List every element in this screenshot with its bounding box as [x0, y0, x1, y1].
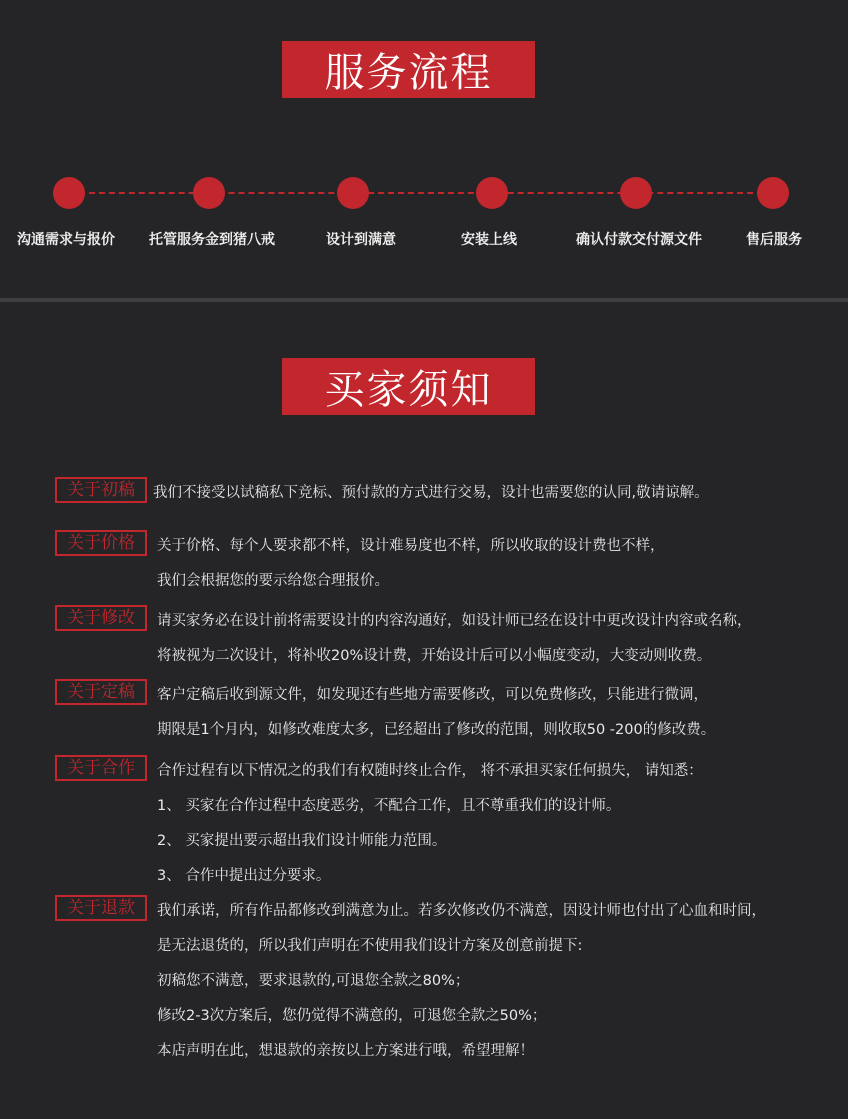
notice-line: 客户定稿后收到源文件，如发现还有些地方需要修改，可以免费修改，只能进行微调， — [157, 687, 708, 703]
tag-revision: 关于修改 — [55, 605, 147, 631]
notice-line: 修改2-3次方案后，您仍觉得不满意的，可退您全款之50%； — [157, 1008, 547, 1024]
notice-line: 期限是1个月内，如修改难度太多，已经超出了修改的范围，则收取50 -200的修改费。 — [157, 722, 716, 738]
notice-line: 合作过程有以下情况之的我们有权随时终止合作， 将不承担买家任何损失， 请知悉： — [157, 763, 703, 779]
notice-line: 我们会根据您的要示给您合理报价。 — [157, 573, 389, 589]
step-label-6: 售后服务 — [746, 232, 802, 248]
notice-line: 将被视为二次设计，将补收20%设计费，开始设计后可以小幅度变动，大变动则收费。 — [157, 648, 712, 664]
notice-line: 我们不接受以试稿私下竞标、预付款的方式进行交易，设计也需要您的认同,敬请谅解。 — [153, 485, 709, 501]
step-dot-6 — [757, 177, 789, 209]
step-label-1: 沟通需求与报价 — [17, 232, 115, 248]
process-title-banner — [282, 41, 535, 98]
step-label-4: 安装上线 — [461, 232, 517, 248]
notice-line: 初稿您不满意，要求退款的,可退您全款之80%； — [157, 973, 470, 989]
process-dashed-line — [69, 192, 773, 194]
step-label-5: 确认付款交付源文件 — [576, 232, 702, 248]
notice-line: 1、 买家在合作过程中态度恶劣，不配合工作，且不尊重我们的设计师。 — [157, 798, 621, 814]
notice-title-banner — [282, 358, 535, 415]
step-label-3: 设计到满意 — [326, 232, 396, 248]
tag-refund: 关于退款 — [55, 895, 147, 921]
notice-line: 3、 合作中提出过分要求。 — [157, 868, 331, 884]
notice-line: 关于价格、每个人要求都不样，设计难易度也不样，所以收取的设计费也不样， — [157, 538, 665, 554]
tag-draft: 关于初稿 — [55, 477, 147, 503]
step-dot-1 — [53, 177, 85, 209]
step-dot-3 — [337, 177, 369, 209]
notice-line: 请买家务必在设计前将需要设计的内容沟通好，如设计师已经在设计中更改设计内容或名称， — [157, 613, 752, 629]
step-dot-5 — [620, 177, 652, 209]
notice-line: 本店声明在此，想退款的亲按以上方案进行哦，希望理解！ — [157, 1043, 534, 1059]
notice-title: 买家须知 — [324, 367, 493, 413]
section-divider — [0, 298, 848, 302]
tag-price: 关于价格 — [55, 530, 147, 556]
notice-line: 我们承诺，所有作品都修改到满意为止。若多次修改仍不满意，因设计师也付出了心血和时间， — [157, 903, 766, 919]
step-dot-2 — [193, 177, 225, 209]
tag-final: 关于定稿 — [55, 679, 147, 705]
step-label-2: 托管服务金到猪八戒 — [149, 232, 275, 248]
step-dot-4 — [476, 177, 508, 209]
tag-cooperation: 关于合作 — [55, 755, 147, 781]
notice-line: 2、 买家提出要示超出我们设计师能力范围。 — [157, 833, 447, 849]
notice-line: 是无法退货的，所以我们声明在不使用我们设计方案及创意前提下: — [157, 938, 583, 954]
process-title: 服务流程 — [324, 50, 493, 96]
